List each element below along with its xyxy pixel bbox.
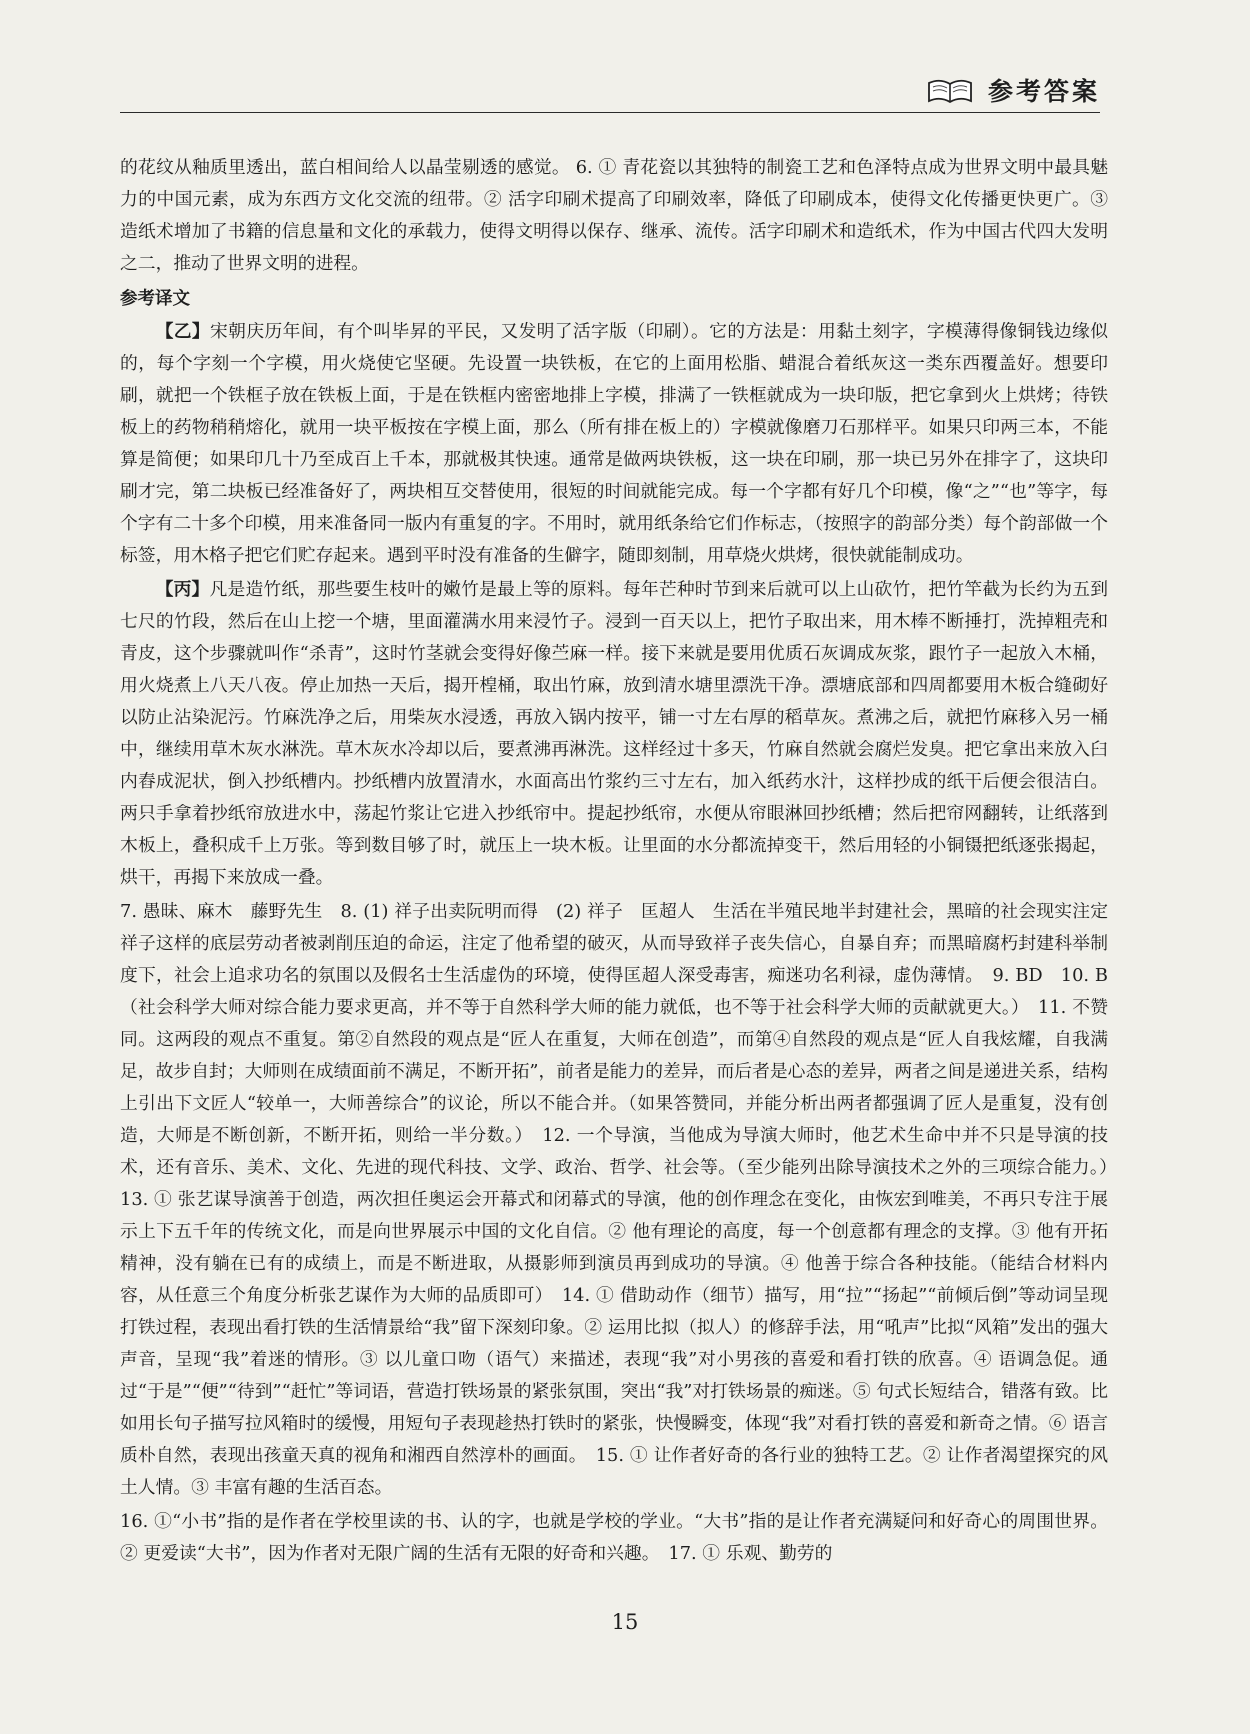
header-rule xyxy=(120,112,1100,113)
translation-yi xyxy=(120,316,1108,572)
section-label-bing: 【丙】 xyxy=(155,579,210,600)
header-title: 参考答案 xyxy=(987,77,1100,106)
section-label-yi: 【乙】 xyxy=(155,321,211,342)
answer-paragraph-16-17: 16. ①“小书”指的是作者在学校里读的书、认的字，也就是学校的学业。“大书”指的是让作者充满疑问和好奇心的周围世界。② 更爱读“大书”，因为作者对无限广阔的生活有无限的好奇和兴趣。 17. ① 乐观、勤劳的 xyxy=(120,1511,1108,1564)
answer-paragraph-6: 的花纹从釉质里透出，蓝白相间给人以晶莹剔透的感觉。 6. ① 青花瓷以其独特的制瓷工艺和色泽特点成为世界文明中最具魅力的中国元素，成为东西方文化交流的纽带。② 活字印刷术提高了印刷效率，降低了印刷成本，使得文化传播更快更广。③ 造纸术增加了书籍的信息量和文化的承载力，使得文明得以保存、继承、流传。活字印刷术和造纸术，作为中国古代四大发明之二，推动了世界文明的进程。 xyxy=(120,157,1108,274)
answer-content xyxy=(120,152,1126,1572)
translation-yi-text: 宋朝庆历年间，有个叫毕昇的平民，又发明了活字版（印刷）。它的方法是：用黏土刻字，字模薄得像铜钱边缘似的，每个字刻一个字模，用火烧使它坚硬。先设置一块铁板，在它的上面用松脂、蜡混合着纸灰这一类东西覆盖好。想要印刷，就把一个铁框子放在铁板上面，于是在铁框内密密地排上字模，排满了一铁框就成为一块印版，把它拿到火上烘烤；待铁板上的药物稍稍熔化，就用一块平板按在字模上面，那么（所有排在板上的）字模就像磨刀石那样平。如果只印两三本，不能算是简便；如果印几十乃至成百上千本，那就极其快速。通常是做两块铁板，这一块在印刷，那一块已另外在排字了，这块印刷才完，第二块板已经准备好了，两块相互交替使用，很短的时间就能完成。每一个字都有好几个印模，像“之”“也”等字，每个字有二十多个印模，用来准备同一版内有重复的字。不用时，就用纸条给它们作标志，（按照字的韵部分类）每个韵部做一个标签，用木格子把它们贮存起来。遇到平时没有准备的生僻字，随即刻制，用草烧火烘烤，很快就能制成功。 xyxy=(120,321,1108,566)
translation-bing xyxy=(120,574,1108,894)
translation-bing-text: 凡是造竹纸，那些要生枝叶的嫩竹是最上等的原料。每年芒种时节到来后就可以上山砍竹，把竹竿截为长约为五到七尺的竹段，然后在山上挖一个塘，里面灌满水用来浸竹子。浸到一百天以上，把竹子取出来，用木棒不断捶打，洗掉粗壳和青皮，这个步骤就叫作“杀青”，这时竹茎就会变得好像苎麻一样。接下来就是要用优质石灰调成灰浆，跟竹子一起放入木桶，用火烧煮上八天八夜。停止加热一天后，揭开楻桶，取出竹麻，放到清水塘里漂洗干净。漂塘底部和四周都要用木板合缝砌好以防止沾染泥污。竹麻洗净之后，用柴灰水浸透，再放入锅内按平，铺一寸左右厚的稻草灰。煮沸之后，就把竹麻移入另一桶中，继续用草木灰水淋洗。草木灰水冷却以后，要煮沸再淋洗。这样经过十多天，竹麻自然就会腐烂发臭。把它拿出来放入臼内舂成泥状，倒入抄纸槽内。抄纸槽内放置清水，水面高出竹浆约三寸左右，加入纸药水汁，这样抄成的纸干后便会很洁白。两只手拿着抄纸帘放进水中，荡起竹浆让它进入抄纸帘中。提起抄纸帘，水便从帘眼淋回抄纸槽；然后把帘网翻转，让纸落到木板上，叠积成千上万张。等到数目够了时，就压上一块木板。让里面的水分都流掉变干，然后用轻的小铜镊把纸逐张揭起，烘干，再揭下来放成一叠。 xyxy=(120,579,1108,888)
open-book-icon xyxy=(926,75,974,105)
page-header xyxy=(926,72,1100,108)
answer-paragraph-7-15: 7. 愚昧、麻木 藤野先生 8. (1) 祥子出卖阮明而得 (2) 祥子 匡超人 生活在半殖民地半封建社会，黑暗的社会现实注定祥子这样的底层劳动者被剥削压迫的命运，注定了他希望的破灭，从而导致祥子丧失信心，自暴自弃；而黑暗腐朽封建科举制度下，社会上追求功名的氛围以及假名士生活虚伪的环境，使得匡超人深受毒害，痴迷功名利禄，虚伪薄情。 9. BD 10. B（社会科学大师对综合能力要求更高，并不等于自然科学大师的能力就低，也不等于社会科学大师的贡献就更大。） 11. 不赞同。这两段的观点不重复。第②自然段的观点是“匠人在重复，大师在创造”，而第④自然段的观点是“匠人自我炫耀，自我满足，故步自封；大师则在成绩面前不满足，不断开拓”，前者是能力的差异，而后者是心态的差异，两者之间是递进关系，结构上引出下文匠人“较单一，大师善综合”的议论，所以不能合并。（如果答赞同，并能分析出两者都强调了匠人是重复，没有创造，大师是不断创新，不断开拓，则给一半分数。） 12. 一个导演，当他成为导演大师时，他艺术生命中并不只是导演的技术，还有音乐、美术、文化、先进的现代科技、文学、政治、哲学、社会等。（至少能列出除导演技术之外的三项综合能力。） 13. ① 张艺谋导演善于创造，两次担任奥运会开幕式和闭幕式的导演，他的创作理念在变化，由恢宏到唯美，不再只专注于展示上下五千年的传统文化，而是向世界展示中国的文化自信。② 他有理论的高度，每一个创意都有理念的支撑。③ 他有开拓精神，没有躺在已有的成绩上，而是不断进取，从摄影师到演员再到成功的导演。④ 他善于综合各种技能。（能结合材料内容，从任意三个角度分析张艺谋作为大师的品质即可） 14. ① 借助动作（细节）描写，用“拉”“扬起”“前倾后倒”等动词呈现打铁过程，表现出看打铁的生活情景给“我”留下深刻印象。② 运用比拟（拟人）的修辞手法，用“吼声”比拟“风箱”发出的强大声音，呈现“我”着迷的情形。③ 以儿童口吻（语气）来描述，表现“我”对小男孩的喜爱和看打铁的欣喜。④ 语调急促。通过“于是”“便”“待到”“赶忙”等词语，营造打铁场景的紧张氛围，突出“我”对打铁场景的痴迷。⑤ 句式长短结合，错落有致。比如用长句子描写拉风箱时的缓慢，用短句子表现趁热打铁时的紧张，快慢瞬变，体现“我”对看打铁的喜爱和新奇之情。⑥ 语言质朴自然，表现出孩童天真的视角和湘西自然淳朴的画面。 15. ① 让作者好奇的各行业的独特工艺。② 让作者渴望探究的风土人情。③ 丰富有趣的生活百态。 xyxy=(120,901,1126,1498)
translation-heading: 参考译文 xyxy=(120,289,190,309)
page-number: 15 xyxy=(611,1610,639,1634)
